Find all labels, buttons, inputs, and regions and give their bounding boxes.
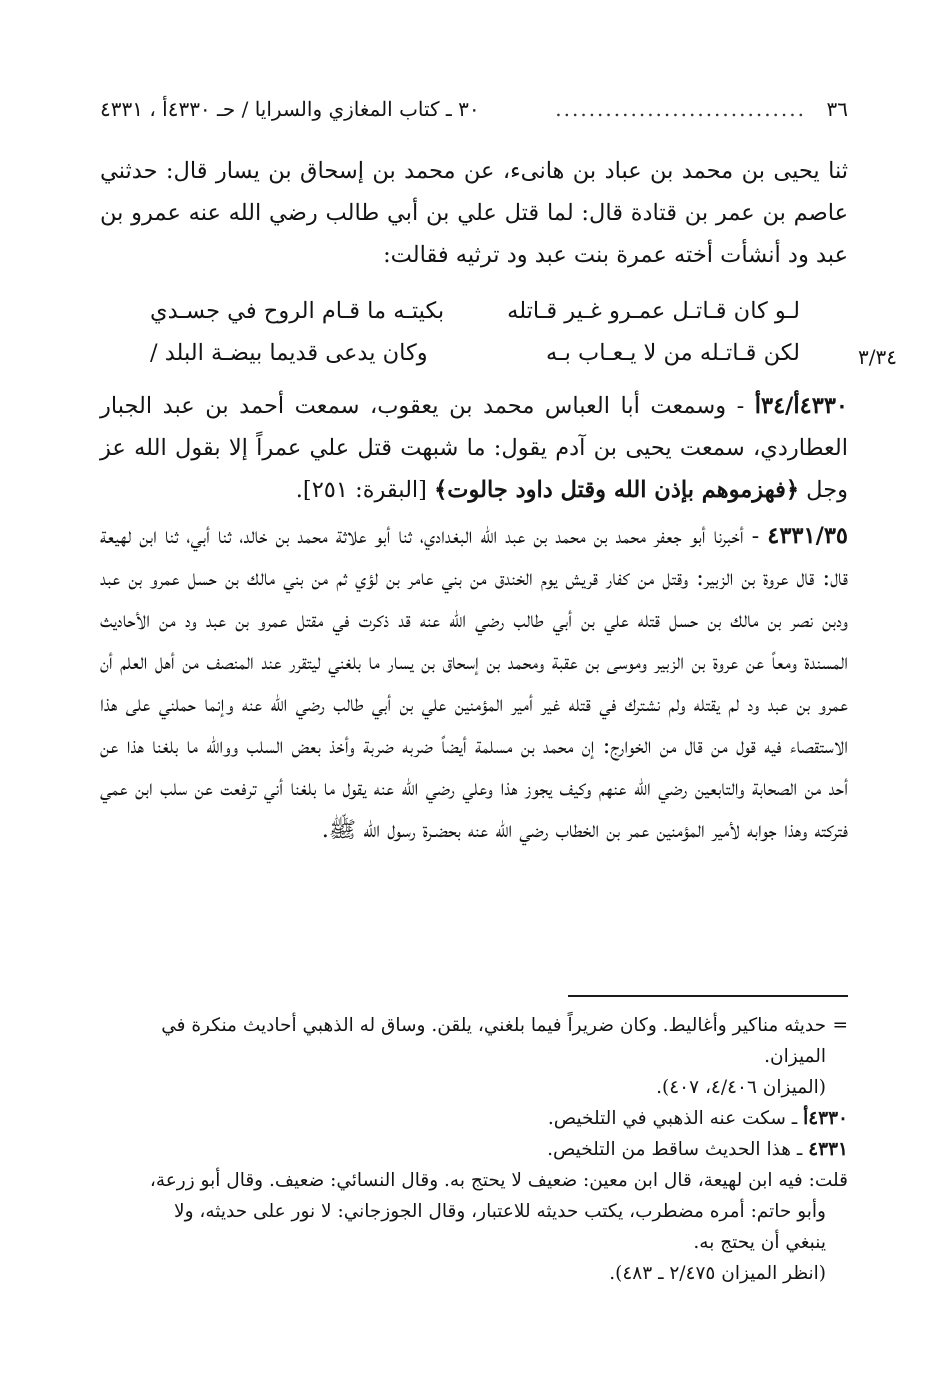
hadith-4330-number: ٤٣٣٠أ/٣٤أ [754,393,848,419]
footnote-1-line-3: (الميزان ٤/٤٠٦، ٤٠٧). [656,1077,826,1098]
footnote-separator [568,995,848,997]
quran-verse: ﴿فهزموهم بإذن الله وقتل داود جالوت﴾ [434,477,800,503]
hadith-4330 [100,385,848,511]
hadith-4331 [100,515,848,851]
footnote-4-line-1: قلت: فيه ابن لهيعة، قال ابن معين: ضعيف لا يحتج به. وقال النسائي: ضعيف. وقال أبو زرعة، [149,1170,848,1191]
footnote-4-line-2: وأبو حاتم: أمره مضطرب، يكتب حديثه للاعتبار، وقال الجوزجاني: لا نور على حديثه، ولا [174,1201,826,1222]
poem [150,290,800,374]
footnote-1-line-2: الميزان. [764,1046,826,1067]
verse-1-second-hemistich: بكيتـه ما قـام الروح في جسـدي [150,298,445,324]
hadith-4331-number: ٤٣٣١/٣٥ [767,523,848,549]
footnote-continued [100,1010,848,1041]
verse-2-second-hemistich: وكان يدعى قديما بيضـة البلد / [150,340,428,366]
running-title: ٣٠ ـ كتاب المغازي والسرايا / حـ ٤٣٣٠أ ، ٤٣٣١ [100,97,480,121]
footnotes [100,1010,848,1289]
margin-reference: ٣/٣٤ [858,345,897,369]
verse-2-first-hemistich: لكن قـاتـله من لا يـعـاب بـه [545,340,800,366]
footnote-4331-number: ٤٣٣١ [808,1139,848,1160]
quran-reference: [البقرة: ٢٥١]. [295,477,435,503]
footnote-4-line-4: (انظر الميزان ٢/٤٧٥ ـ ٤٨٣). [609,1263,826,1284]
intro-paragraph: ثنا يحيى بن محمد بن عباد بن هانىء، عن محمد بن إسحاق بن يسار قال: حدثني عاصم بن عمر بن قتادة قال: لما قتل علي بن أبي طالب رضي الله عنه عمرو بن عبد ود أنشأت أخته عمرة بنت عبد ود ترثيه فقالت: [100,158,848,268]
poem-verse-1 [150,290,800,332]
footnote-4331 [100,1134,848,1165]
continuation-marker: = [832,1015,848,1036]
poem-verse-2 [150,332,800,374]
running-header [100,92,848,126]
hadith-4330-text: - وسمعت أبا العباس محمد بن يعقوب، سمعت أحمد بن عبد الجبار العطاردي، سمعت يحيى بن آدم يقول: ما شبهت قتل علي عمراً إلا بقول الله عز وجل [100,393,848,503]
footnote-4330-number: ٤٣٣٠أ [803,1108,848,1129]
verse-1-first-hemistich: لـو كان قـاتـل عمـرو غـير قـاتله [507,298,800,324]
footnote-4331-text: ـ هذا الحديث ساقط من التلخيص. [547,1139,809,1160]
footnote-4330-text: ـ سكت عنه الذهبي في التلخيص. [547,1108,804,1129]
footnote-4330 [100,1103,848,1134]
page-number: ٣٦ [826,97,848,121]
intro-paragraph-block [100,150,848,276]
header-dot-leader: .............................. [555,97,806,121]
hadith-4331-text: - أخبرنا أبو جعفر محمد بن محمد بن عبد الله البغدادي، ثنا أبو علاثة محمد بن خالد، ثنا أبي، ثنا ابن لهيعة قال: قال عروة بن الزبير: وقتل من كفار قريش يوم الخندق من بني عامر بن لؤي ثم من بني مالك بن حسل عمرو بن عبد ودبن نصر بن مالك بن حسل قتله علي بن أبي طالب رضي الله عنه قد ذكرت في مقتل عمرو بن عبد ود من الأحاديث المسندة ومعاً عن عروة بن الزبير وموسى بن عقبة ومحمد بن إسحاق بن يسار ما بلغني ليتقرر عند المنصف من أهل العلم أن عمرو بن عبد ود لم يقتله ولم نشترك في قتله غير أمير المؤمنين علي بن أبي طالب رضي الله عنه وإنما حملني على هذا الاستقصاء فيه قول من قال من الخوارج: إن محمد بن مسلمة أيضاً ضربه ضربة وأخذ بعض السلب ووالله ما بلغنا هذا عن أحد من الصحابة والتابعين رضي الله عنهم وكيف يجوز هذا وعلي رضي الله عنه يقول ما بلغنا أني ترفعت عن سلب ابن عمي فتركته وهذا جوابه لأمير المؤمنين عمر بن الخطاب رضي الله عنه بحضـرة رسول الله ﷺ. [100,523,848,843]
footnote-4-line-3: ينبغي أن يحتج به. [693,1232,826,1253]
footnote-1-line-1: حديثه مناكير وأغاليط. وكان ضريراً فيما بلغني، يلقن. وساق له الذهبي أحاديث منكرة في [161,1015,826,1036]
